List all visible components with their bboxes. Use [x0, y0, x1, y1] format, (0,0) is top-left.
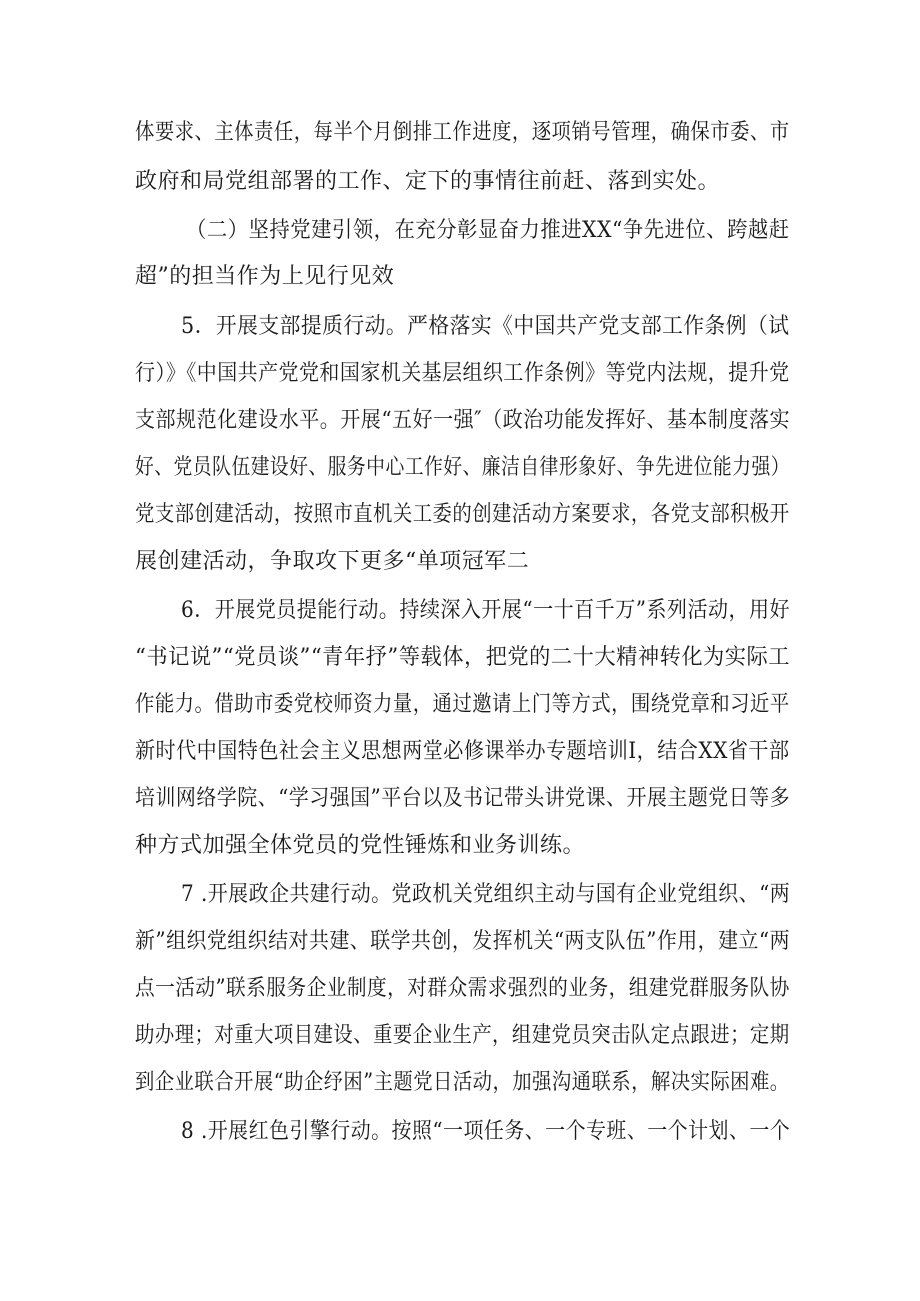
item-8-line: 8 .开展红色引擎行动。按照“一项任务、一个专班、一个计划、一个: [181, 1119, 791, 1144]
item-5-line: 支部规范化建设水平。开展“五好一强″（政治功能发挥好、基本制度落实: [135, 408, 791, 433]
item-5-line: 5．开展支部提质行动。严格落实《中国共产党支部工作条例（试: [181, 314, 790, 339]
item-7-line: 新”组织党组织结对共建、联学共创，发挥机关“两支队伍”作用，建立“两: [135, 929, 790, 954]
item-7-line: 到企业联合开展“助企纾困”主题党日活动，加强沟通联系，解决实际困难。: [135, 1070, 790, 1095]
item-6-line: 6．开展党员提能行动。持续深入开展“一十百千万”系列活动，用好: [181, 598, 791, 623]
section-heading-line: （二）坚持党建引领，在充分彰显奋力推进XX“争先进位、跨越赶: [186, 218, 790, 243]
item-6-line: 新时代中国特色社会主义思想两堂必修课举办专题培训I，结合XX省干部: [135, 739, 790, 764]
item-5-line: 行）》《中国共产党党和国家机关基层组织工作条例》等党内法规，提升党: [135, 361, 790, 386]
text-line: 体要求、主体责任，每半个月倒排工作进度，逐项销号管理，确保市委、市: [135, 120, 790, 145]
item-7-line: 助办理；对重大项目建设、重要企业生产，组建党员突击队定点跟进；定期: [135, 1023, 790, 1048]
item-6-line: 作能力。借助市委党校师资力量，通过邀请上门等方式，围绕党章和习近平: [135, 692, 790, 717]
item-6-line: “书记说”“党员谈”“青年抒”等载体，把党的二十大精神转化为实际工: [135, 645, 791, 670]
text-line: 政府和局党组部署的工作、定下的事情往前赶、落到实处。: [135, 169, 721, 194]
item-5-line: 党支部创建活动，按照市直机关工委的创建活动方案要求，各党支部积极开: [135, 502, 790, 527]
item-7-line: 点一活动”联系服务企业制度，对群众需求强烈的业务，组建党群服务队协: [135, 976, 790, 1001]
item-7-line: 7 .开展政企共建行动。党政机关党组织主动与国有企业党组织、“两: [181, 882, 791, 907]
item-5-line: 好、党员队伍建设好、服务中心工作好、廉洁自律形象好、争先进位能力强）: [135, 455, 791, 480]
item-5-line: 展创建活动，争取攻下更多“单项冠军二: [135, 549, 530, 574]
item-6-line: 种方式加强全体党员的党性锤炼和业务训练。: [135, 833, 586, 858]
item-6-line: 培训网络学院、“学习强国”平台以及书记带头讲党课、开展主题党日等多: [135, 786, 791, 811]
section-heading-line: 超”的担当作为上见行见效: [135, 264, 395, 289]
